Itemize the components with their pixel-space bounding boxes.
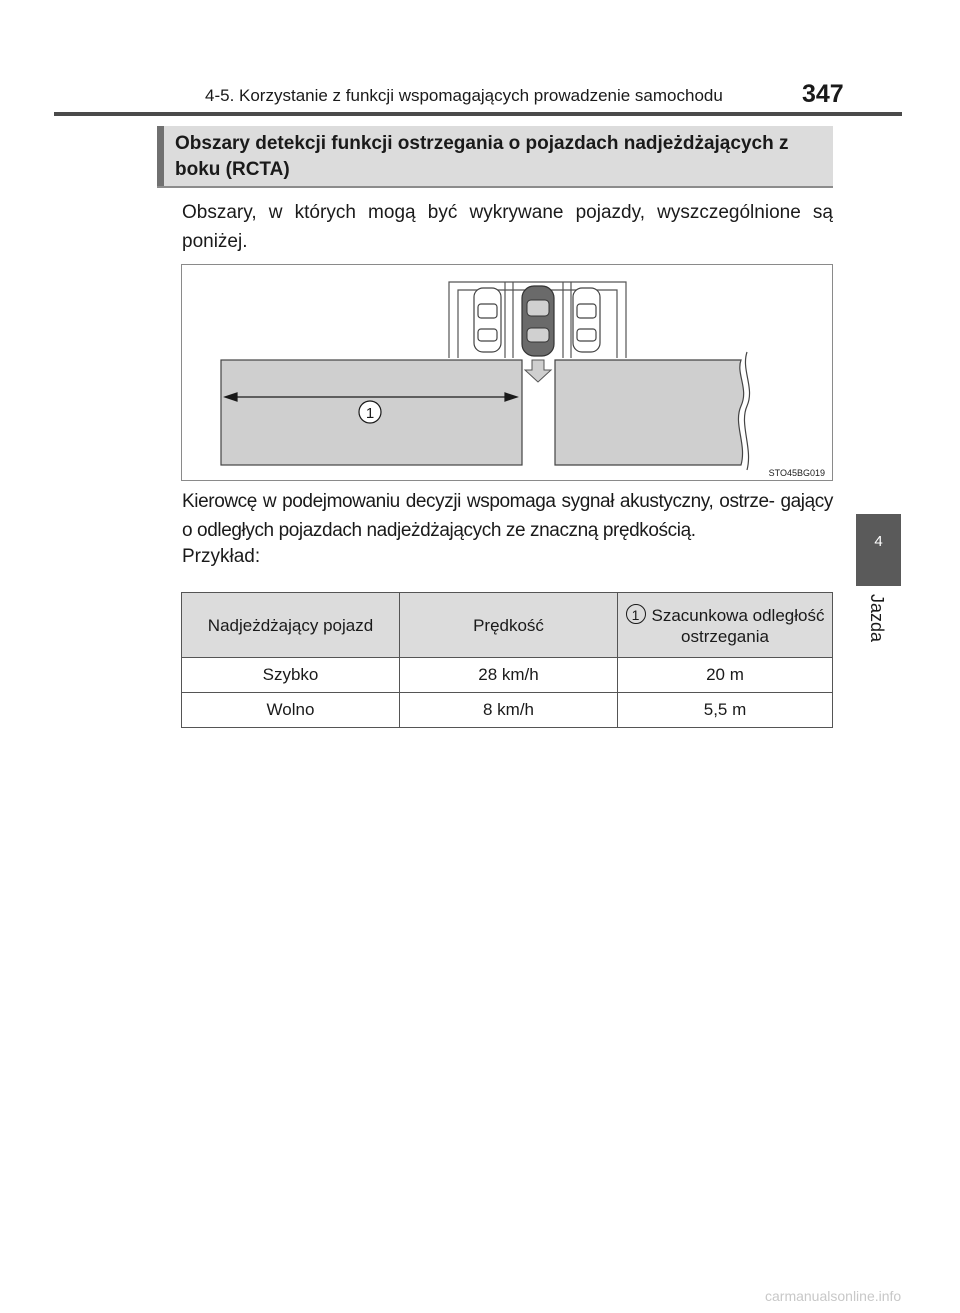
chapter-label: Jazda xyxy=(867,594,887,643)
chapter-number: 4 xyxy=(874,533,883,550)
detection-zone-right xyxy=(555,360,744,465)
own-vehicle-icon xyxy=(522,286,554,356)
rcta-detection-figure xyxy=(181,264,833,481)
warning-paragraph: Kierowcę w podejmowaniu decyzji wspomaga sygnał akustyczny, ostrze- gający o odległych pojazdach nadjeżdżających ze znaczną prędkością. xyxy=(182,491,833,541)
intro-paragraph: Obszary, w których mogą być wykrywane pojazdy, wyszczególnione są poniżej. xyxy=(182,202,833,252)
header-rule xyxy=(54,112,902,116)
header-speed: Prędkość xyxy=(400,593,618,658)
footer-watermark: carmanualsonline.info xyxy=(765,1288,902,1304)
parked-car-right-icon xyxy=(573,288,600,352)
cell-vehicle: Wolno xyxy=(182,693,400,728)
header-title: 4-5. Korzystanie z funkcji wspomagających prowadzenie samochodu xyxy=(205,86,723,105)
parked-car-left-icon xyxy=(474,288,501,352)
cell-distance: 5,5 m xyxy=(618,693,833,728)
cell-speed: 8 km/h xyxy=(400,693,618,728)
header-distance xyxy=(618,593,833,658)
warning-distance-table xyxy=(181,592,833,728)
cell-vehicle: Szybko xyxy=(182,658,400,693)
table-row xyxy=(182,693,833,728)
cell-distance: 20 m xyxy=(618,658,833,693)
page-number: 347 xyxy=(802,80,844,108)
figure-code: STO45BG019 xyxy=(768,468,825,478)
header-distance-label: Szacunkowa odległość ostrzegania xyxy=(651,605,825,646)
chapter-tab xyxy=(856,514,901,586)
cell-speed: 28 km/h xyxy=(400,658,618,693)
table-row xyxy=(182,658,833,693)
section-title: Obszary detekcji funkcji ostrzegania o pojazdach nadjeżdżających z boku (RCTA) xyxy=(175,133,789,180)
section-title-bar xyxy=(157,126,164,186)
callout-1-label: 1 xyxy=(365,405,375,422)
header-vehicle: Nadjeżdżający pojazd xyxy=(182,593,400,658)
example-label: Przykład: xyxy=(182,546,261,567)
table-header-row xyxy=(182,593,833,658)
callout-1-circle: 1 xyxy=(626,604,646,624)
